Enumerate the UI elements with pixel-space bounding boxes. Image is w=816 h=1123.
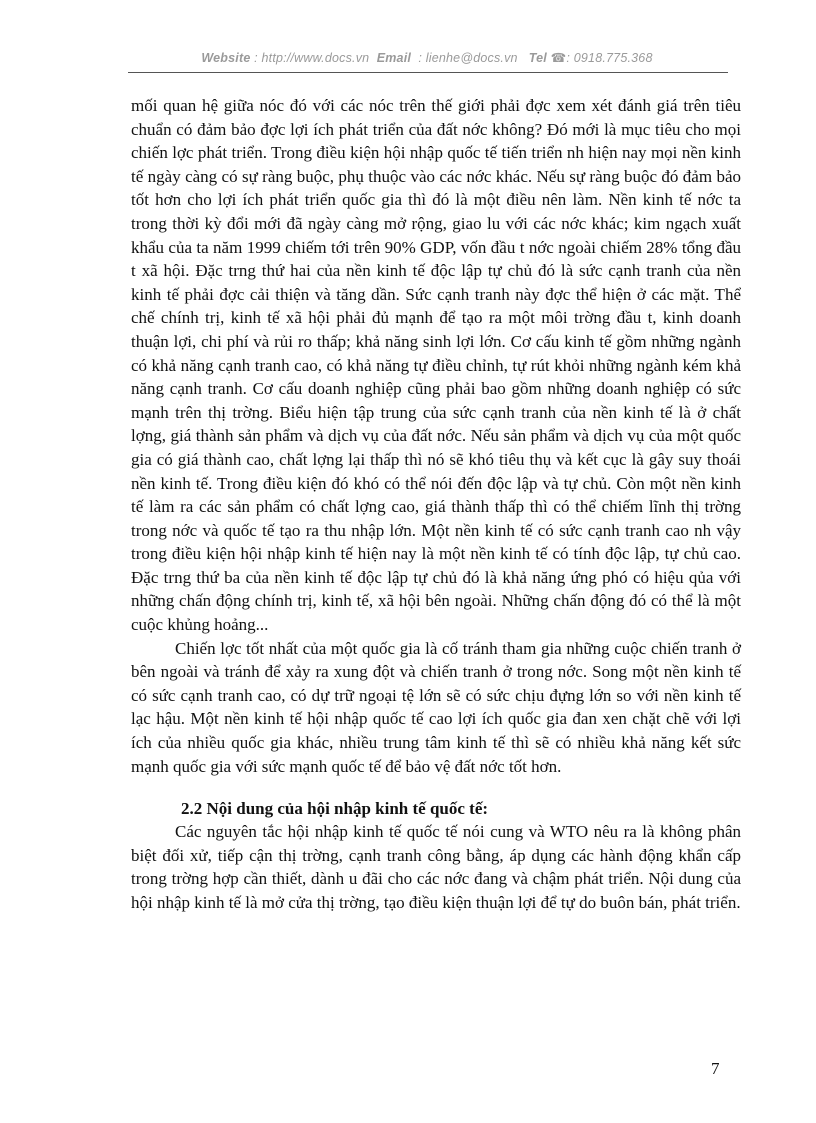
email-value: : lienhe@docs.vn (418, 51, 518, 65)
document-body (131, 94, 741, 915)
tel-label: Tel (528, 51, 547, 65)
paragraph-2: Chiến lợc tốt nhất của một quốc gia là cố tránh tham gia những cuộc chiến tranh ở bên ngoài và tránh để xảy ra xung đột và chiến tranh ở trong nớc. Song một nền kinh tế có sức cạnh tranh cao, có dự trữ ngoại tệ lớn sẽ có sức chịu đựng lớn so với nền kinh tế lạc hậu. Một nền kinh tế hội nhập quốc tế cao lợi ích quốc gia đan xen chặt chẽ với lợi ích của nhiều quốc gia khác, nhiều trung tâm kinh tế thì sẽ có nhiều khả năng kết sức mạnh quốc gia với sức mạnh quốc tế để bảo vệ đất nớc tốt hơn. (131, 638, 741, 776)
tel-value: ☎: 0918.775.368 (550, 51, 653, 65)
website-value: : http://www.docs.vn (254, 51, 370, 65)
page-header (132, 50, 722, 65)
section-heading: 2.2 Nội dung của hội nhập kinh tế quốc tế: (181, 799, 489, 819)
website-label: Website (201, 51, 251, 65)
paragraph-3: Các nguyên tắc hội nhập kinh tế quốc tế nói cung và WTO nêu ra là không phân biệt đối xử, tiếp cận thị trờng, cạnh tranh công bằng, áp dụng các hành động khẩn cấp trong trờng hợp cần thiết, dành u đãi cho các nớc đang và chậm phát triển. Nội dung của hội nhập kinh tế là mở cửa thị trờng, tạo điều kiện thuận lợi để tự do buôn bán, phát triển. (131, 822, 741, 912)
email-label: Email (376, 51, 412, 65)
header-rule (128, 72, 728, 73)
paragraph-1: mối quan hệ giữa nóc đó với các nóc trên thế giới phải đợc xem xét đánh giá trên tiêu chuẩn có đảm bảo đợc lợi ích phát triển của đất nớc không? Đó mới là mục tiêu cho mọi chiến lợc phát triển. Trong điều kiện hội nhập quốc tế tiến triển nh hiện nay mọi nền kinh tế ngày càng có sự ràng buộc, phụ thuộc vào các nớc khác. Nếu sự ràng buộc đó đảm bảo tốt hơn cho lợi ích phát triển quốc gia thì đó là một điều nên làm. Nền kinh tế nớc ta trong thời kỳ đổi mới đã ngày càng mở rộng, giao lu với các nớc khác; kim ngạch xuất khẩu của ta năm 1999 chiếm tới trên 90% GDP, vốn đầu t nớc ngoài chiếm 28% tổng đầu t xã hội. Đặc trng thứ hai của nền kinh tế độc lập tự chủ đó là sức cạnh tranh của nền kinh tế phải đợc cải thiện và tăng dần. Sức cạnh tranh này đợc thể hiện ở các mặt. Thể chế chính trị, kinh tế xã hội phải đủ mạnh để tạo ra một môi trờng đầu t, kinh doanh thuận lợi, chi phí và rủi ro thấp; khả năng sinh lợi lớn. Cơ cấu kinh tế gồm những ngành có khả năng cạnh tranh cao, có khả năng tự điều chỉnh, tự rút khỏi những ngành kém khả năng cạnh tranh. Cơ cấu doanh nghiệp cũng phải bao gồm những doanh nghiệp có sức mạnh trên thị trờng. Biểu hiện tập trung của sức cạnh tranh của nền kinh tế là ở chất lợng, giá thành sản phẩm và dịch vụ của đất nớc. Nếu sản phẩm và dịch vụ của một quốc gia có giá thành cao, chất lợng lại thấp thì nó sẽ khó tiêu thụ và kết cục là gây suy thoái nền kinh tế. Trong điều kiện đó khó có thể nói đến độc lập và tự chủ. Còn một nền kinh tế làm ra các sản phẩm có chất lợng cao, giá thành thấp thì có thể chiếm lĩnh thị trờng trong nớc và quốc tế tạo ra thu nhập lớn. Một nền kinh tế có sức cạnh tranh cao nh vậy trong điều kiện hội nhập kinh tế hiện nay là một nền kinh tế có tính độc lập, tự chủ cao. Đặc trng thứ ba của nền kinh tế độc lập tự chủ đó là khả năng ứng phó có hiệu qủa với những chấn động chính trị, kinh tế, xã hội bên ngoài. Những chấn động đó có thể là một cuộc khủng hoảng... (131, 96, 741, 635)
page-number: 7 (711, 1059, 720, 1078)
